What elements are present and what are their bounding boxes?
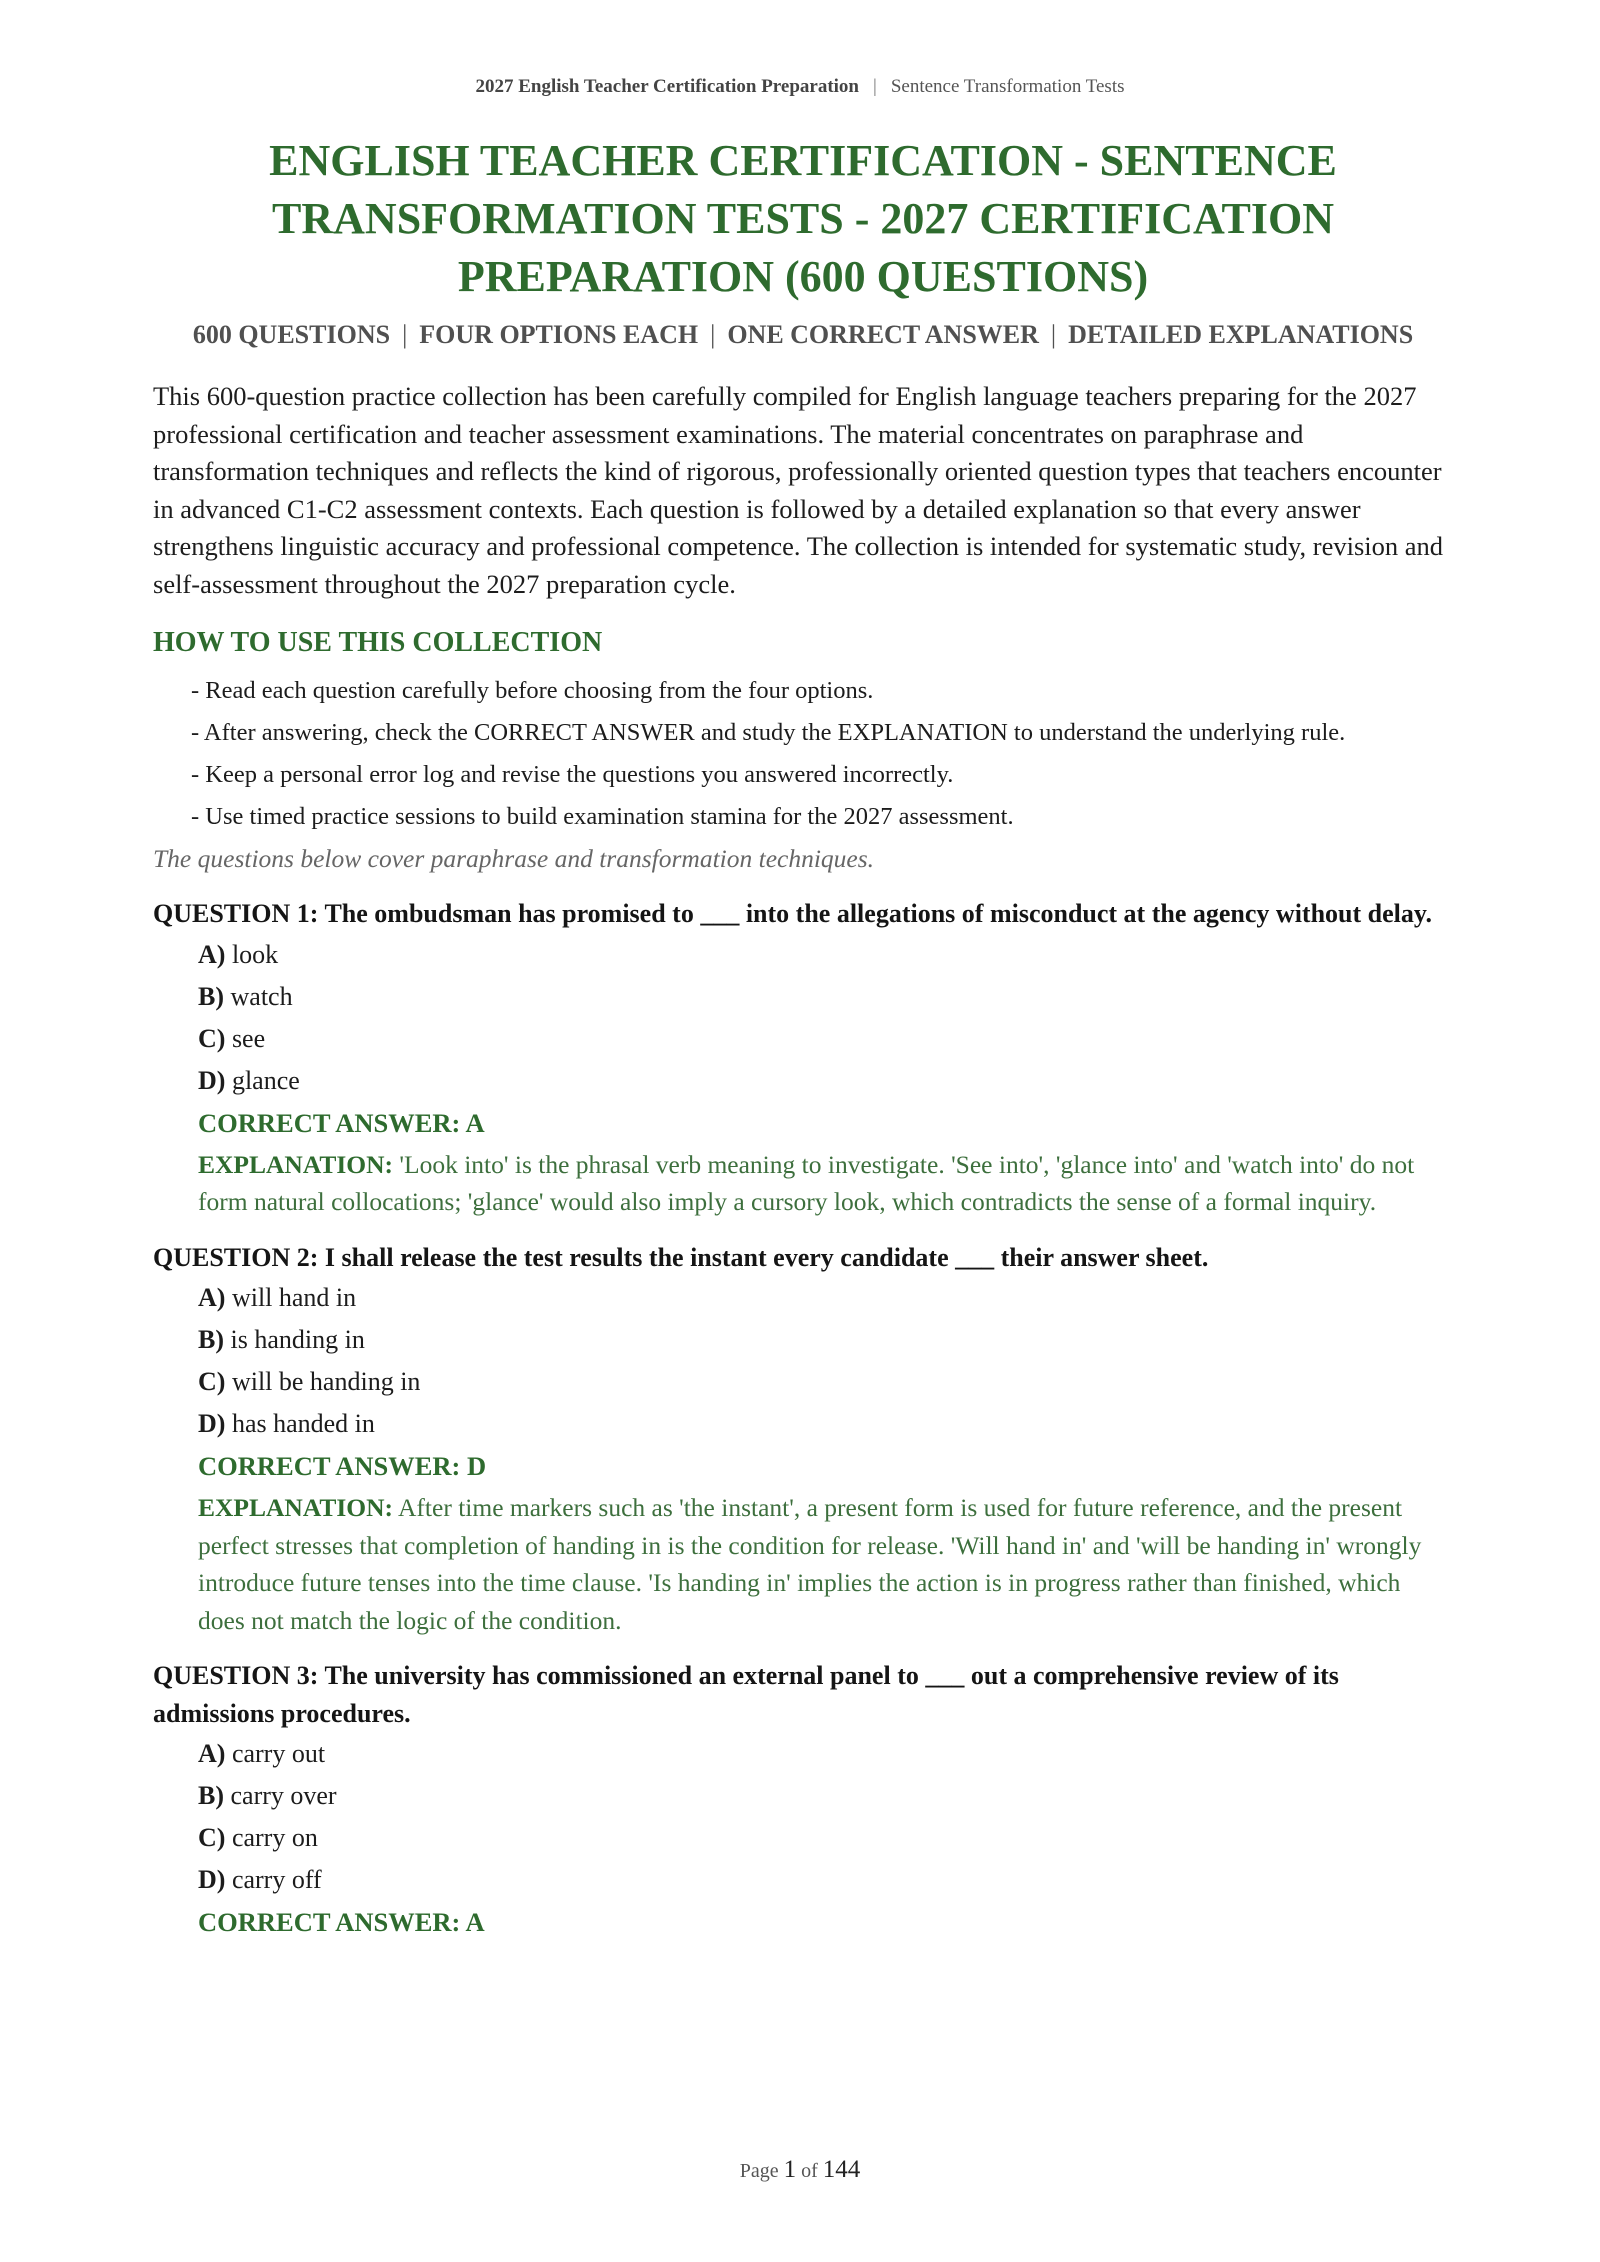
option-item bbox=[198, 1364, 1453, 1400]
option-item bbox=[198, 1778, 1453, 1814]
subtitle-separator: | bbox=[402, 320, 408, 349]
explanation-label: EXPLANATION: bbox=[198, 1493, 394, 1522]
correct-answer: CORRECT ANSWER: A bbox=[198, 1907, 485, 1937]
explanation-text: 'Look into' is the phrasal verb meaning to investigate. 'See into', 'glance into' and 'watch into' do not form natural collocations; 'glance' would also imply a cursory look, which contradicts the sense of a formal inquiry. bbox=[198, 1149, 1415, 1216]
option-item bbox=[198, 937, 1453, 973]
option-item bbox=[198, 1322, 1453, 1358]
option-list bbox=[153, 937, 1453, 1099]
option-letter: B) bbox=[198, 1325, 224, 1354]
correct-answer: CORRECT ANSWER: A bbox=[198, 1107, 485, 1138]
page-number: 1 bbox=[783, 2156, 797, 2183]
intro-paragraph: This 600-question practice collection has been carefully compiled for English language teachers preparing for the 2027 professional certification and teacher assessment examinations. The material concentrates on paraphrase and transformation techniques and reflects the kind of rigorous, professionally oriented question types that teachers encounter in advanced C1-C2 assessment contexts. Each question is followed by a detailed explanation so that every answer strengthens linguistic accuracy and professional competence. The collection is intended for systematic study, revision and self-assessment throughout the 2027 preparation cycle. bbox=[153, 381, 1444, 599]
running-header bbox=[0, 76, 1600, 98]
subtitle-item: 600 QUESTIONS bbox=[192, 320, 391, 349]
header-left: 2027 English Teacher Certification Preparation bbox=[475, 76, 859, 97]
question-stem: QUESTION 3: The university has commissioned an external panel to ___ out a comprehensive review of its admissions procedures. bbox=[153, 1661, 1339, 1728]
option-item bbox=[198, 1820, 1453, 1856]
question-block bbox=[153, 1657, 1453, 1941]
subtitle-item: ONE CORRECT ANSWER bbox=[727, 320, 1039, 349]
page-content bbox=[153, 132, 1453, 1959]
how-to-heading: HOW TO USE THIS COLLECTION bbox=[153, 627, 603, 658]
header-right: Sentence Transformation Tests bbox=[890, 76, 1125, 97]
correct-answer: CORRECT ANSWER: D bbox=[198, 1451, 487, 1481]
option-list bbox=[153, 1736, 1453, 1898]
how-to-list bbox=[153, 673, 1453, 834]
option-text: look bbox=[231, 939, 279, 969]
option-letter: C) bbox=[198, 1023, 226, 1053]
subtitle-separator: | bbox=[710, 320, 716, 349]
option-letter: D) bbox=[198, 1409, 226, 1438]
option-list bbox=[153, 1280, 1453, 1442]
option-letter: B) bbox=[198, 1781, 224, 1810]
subtitle-separator: | bbox=[1050, 320, 1057, 349]
option-item bbox=[198, 1862, 1453, 1898]
option-letter: C) bbox=[198, 1823, 226, 1852]
option-text: glance bbox=[231, 1065, 300, 1095]
option-item bbox=[198, 1021, 1453, 1057]
option-letter: C) bbox=[198, 1367, 226, 1396]
option-text: see bbox=[231, 1023, 266, 1053]
option-text: carry on bbox=[231, 1823, 318, 1852]
how-to-item: - Use timed practice sessions to build examination stamina for the 2027 assessment. bbox=[191, 803, 1014, 830]
question-block bbox=[153, 1239, 1453, 1640]
question-stem: QUESTION 1: The ombudsman has promised to ___ into the allegations of misconduct at the agency without delay. bbox=[153, 899, 1432, 928]
option-item bbox=[198, 1736, 1453, 1772]
option-letter: A) bbox=[198, 1739, 226, 1768]
subtitle-item: FOUR OPTIONS EACH bbox=[419, 320, 699, 349]
option-item bbox=[198, 979, 1453, 1015]
question-block bbox=[153, 895, 1453, 1221]
explanation bbox=[198, 1146, 1453, 1221]
document-subtitle bbox=[137, 320, 1469, 350]
option-text: watch bbox=[230, 981, 293, 1011]
how-to-item: - Keep a personal error log and revise the questions you answered incorrectly. bbox=[191, 761, 954, 788]
option-text: will be handing in bbox=[231, 1367, 421, 1396]
option-text: carry over bbox=[230, 1781, 337, 1810]
header-separator: | bbox=[873, 76, 877, 97]
option-letter: A) bbox=[198, 939, 226, 969]
of-label: of bbox=[801, 2160, 818, 2182]
option-item bbox=[198, 1406, 1453, 1442]
coverage-note: The questions below cover paraphrase and transformation techniques. bbox=[153, 844, 875, 873]
explanation bbox=[198, 1489, 1453, 1639]
option-letter: D) bbox=[198, 1065, 226, 1095]
option-letter: D) bbox=[198, 1865, 226, 1894]
page-label: Page bbox=[739, 2160, 779, 2182]
page-footer bbox=[0, 2156, 1600, 2184]
subtitle-item: DETAILED EXPLANATIONS bbox=[1068, 320, 1414, 349]
explanation-label: EXPLANATION: bbox=[198, 1149, 394, 1179]
option-text: is handing in bbox=[230, 1325, 365, 1354]
option-text: carry off bbox=[231, 1865, 322, 1894]
option-letter: A) bbox=[198, 1283, 226, 1312]
document-title: ENGLISH TEACHER CERTIFICATION - SENTENCE TRANSFORMATION TESTS - 2027 CERTIFICATION PREPARATION (600 QUESTIONS) bbox=[269, 136, 1337, 301]
option-text: has handed in bbox=[231, 1409, 375, 1438]
option-letter: B) bbox=[198, 981, 224, 1011]
total-pages: 144 bbox=[822, 2156, 861, 2183]
how-to-item: - Read each question carefully before choosing from the four options. bbox=[191, 677, 874, 704]
how-to-item: - After answering, check the CORRECT ANSWER and study the EXPLANATION to understand the underlying rule. bbox=[191, 719, 1346, 746]
option-text: will hand in bbox=[231, 1283, 357, 1312]
question-stem: QUESTION 2: I shall release the test results the instant every candidate ___ their answer sheet. bbox=[153, 1242, 1209, 1272]
option-text: carry out bbox=[231, 1739, 326, 1768]
option-item bbox=[198, 1063, 1453, 1099]
explanation-text: After time markers such as 'the instant', a present form is used for future reference, and the present perfect stresses that completion of handing in is the condition for release. 'Will hand in' and 'will be handing in' wrongly introduce future tenses into the time clause. 'Is handing in' implies the action is in progress rather than finished, which does not match the logic of the condition. bbox=[198, 1493, 1422, 1635]
option-item bbox=[198, 1280, 1453, 1316]
